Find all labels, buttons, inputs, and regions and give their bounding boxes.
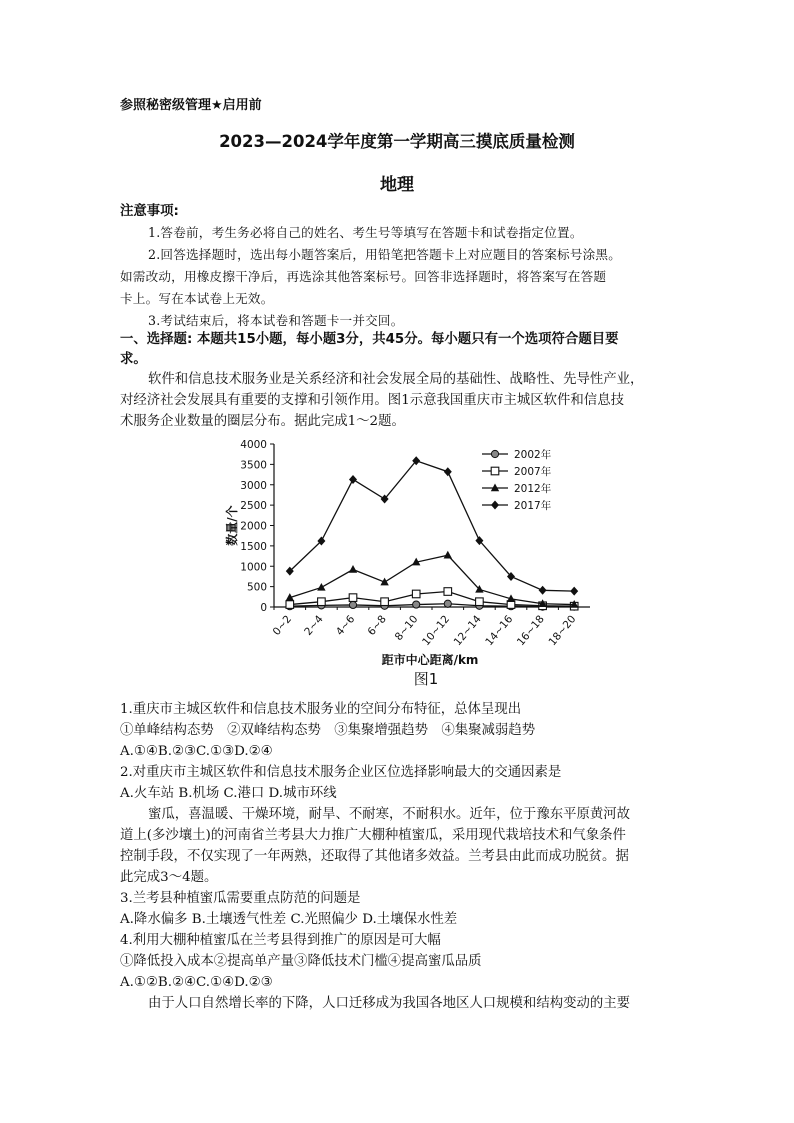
x-tick-label: 14~16 [483,613,516,649]
legend-entry [482,448,552,461]
legend-label: 2012年 [514,483,552,495]
question-2-stem: 2.对重庆市主城区软件和信息技术服务企业区位选择影响最大的交通因素是 [120,765,562,780]
legend-entry [482,499,552,512]
passage1-line-1: 软件和信息技术服务业是关系经济和社会发展全局的基础性、战略性、先导性产业， [148,372,644,387]
passage2-line-3: 控制手段，不仅实现了一年两熟，还取得了其他诸多效益。兰考县由此而成功脱贫。据 [120,849,629,864]
data-point-triangle [444,551,452,559]
note-1: 1.答卷前，考生务必将自己的姓名、考生号等填写在答题卡和试卷指定位置。 [148,225,583,240]
series-line [290,461,574,591]
data-point-diamond [349,475,357,484]
y-tick-label: 2000 [240,520,267,533]
x-tick-label: 18~20 [546,613,579,649]
data-point-square [318,598,326,606]
data-point-circle [444,600,451,607]
passage3-line-1: 由于人口自然增长率的下降，人口迁移成为我国各地区人口规模和结构变动的主要 [148,996,631,1011]
y-tick-label: 0 [260,602,267,614]
passage2-line-1: 蜜瓜，喜温暖、干燥环境，耐旱、不耐寒，不耐积水。近年，位于豫东平原黄河故 [148,807,631,822]
figure-caption: 图1 [413,670,439,688]
x-axis-label: 距市中心距离/km [381,653,479,667]
x-tick-label: 0~2 [270,613,295,638]
question-4-stem: 4.利用大棚种植蜜瓜在兰考县得到推广的原因是可大幅 [120,933,441,948]
data-point-triangle [491,484,499,492]
y-tick-label: 1000 [240,561,267,574]
data-point-circle [349,601,356,608]
secrecy-label: 参照秘密级管理★启用前 [120,98,262,113]
passage2-line-4: 此完成3～4题。 [120,870,218,885]
x-tick-label: 16~18 [514,613,547,649]
notes-heading: 注意事项: [120,204,179,219]
legend-entry [482,465,552,478]
question-4-options: ①降低投入成本②提高单产量③降低技术门槛④提高蜜瓜品质 [120,954,482,969]
passage1-line-3: 术服务企业数量的圈层分布。据此完成1～2题。 [120,414,405,429]
data-point-square [349,594,357,602]
question-3-stem: 3.兰考县种植蜜瓜需要重点防范的问题是 [120,891,361,906]
data-point-diamond [444,467,452,476]
series-line [290,555,574,604]
legend-label: 2017年 [514,500,552,512]
data-point-square [476,598,484,606]
y-tick-label: 3500 [240,459,267,472]
exam-title: 2023—2024学年度第一学期高三摸底质量检测 [219,132,575,151]
data-point-diamond [491,501,499,510]
note-3: 3.考试结束后，将本试卷和答题卡一并交回。 [148,313,404,328]
series-triangle [286,551,579,608]
x-tick-label: 12~14 [451,613,484,649]
passage1-line-2: 对经济社会发展具有重要的支撑和引领作用。图1示意我国重庆市主城区软件和信息技 [120,393,624,408]
subject-title: 地理 [380,175,414,195]
question-1-options: ①单峰结构态势 ②双峰结构态势 ③集聚增强趋势 ④集聚减弱趋势 [120,723,536,738]
legend-label: 2002年 [514,449,552,461]
y-tick-label: 4000 [240,439,267,451]
data-point-triangle [317,583,325,591]
section-heading-line-2: 求。 [120,352,147,367]
x-tick-label: 2~4 [302,613,326,638]
y-tick-label: 1500 [240,540,267,553]
data-point-square [444,588,452,596]
note-2-line-2: 如需改动，用橡皮擦干净后，再选涂其他答案标号。回答非选择题时，将答案写在答题 [120,269,607,284]
y-tick-label: 2500 [240,500,267,513]
x-tick-label: 10~12 [420,613,453,649]
question-2-answers: A.火车站 B.机场 C.港口 D.城市环线 [120,786,337,801]
question-3-answers: A.降水偏多 B.土壤透气性差 C.光照偏少 D.土壤保水性差 [120,912,458,927]
legend-label: 2007年 [514,466,552,478]
passage2-line-2: 道上(多沙壤土)的河南省兰考县大力推广大棚种植蜜瓜，采用现代栽培技术和气象条件 [120,828,626,843]
question-1-stem: 1.重庆市主城区软件和信息技术服务业的空间分布特征，总体呈现出 [120,702,522,717]
x-tick-label: 6~8 [365,613,389,638]
data-point-circle [491,450,498,457]
data-point-square [381,598,389,606]
note-2-line-1: 2.回答选择题时，选出每小题答案后，用铅笔把答题卡上对应题目的答案标号涂黑。 [148,247,621,262]
note-2-line-3: 卡上。写在本试卷上无效。 [120,291,274,306]
section-heading-line-1: 一、选择题: 本题共15小题，每小题3分，共45分。每小题只有一个选项符合题目要 [120,332,619,347]
y-tick-label: 3000 [240,479,267,492]
data-point-diamond [570,587,578,596]
x-tick-label: 4~6 [333,613,358,638]
data-point-square [412,590,420,598]
y-tick-label: 500 [246,581,267,594]
legend-entry [482,482,552,495]
question-1-answers: A.①④B.②③C.①③D.②④ [120,744,273,759]
data-point-triangle [349,565,357,573]
data-point-diamond [539,586,547,595]
data-point-circle [413,601,420,608]
data-point-square [286,601,294,609]
data-point-square [491,467,499,475]
y-axis-label: 数量/个 [225,505,239,546]
figure-1-line-chart [190,432,600,697]
x-tick-label: 8~10 [392,613,421,644]
question-4-answers: A.①②B.②④C.①④D.②③ [120,975,273,990]
